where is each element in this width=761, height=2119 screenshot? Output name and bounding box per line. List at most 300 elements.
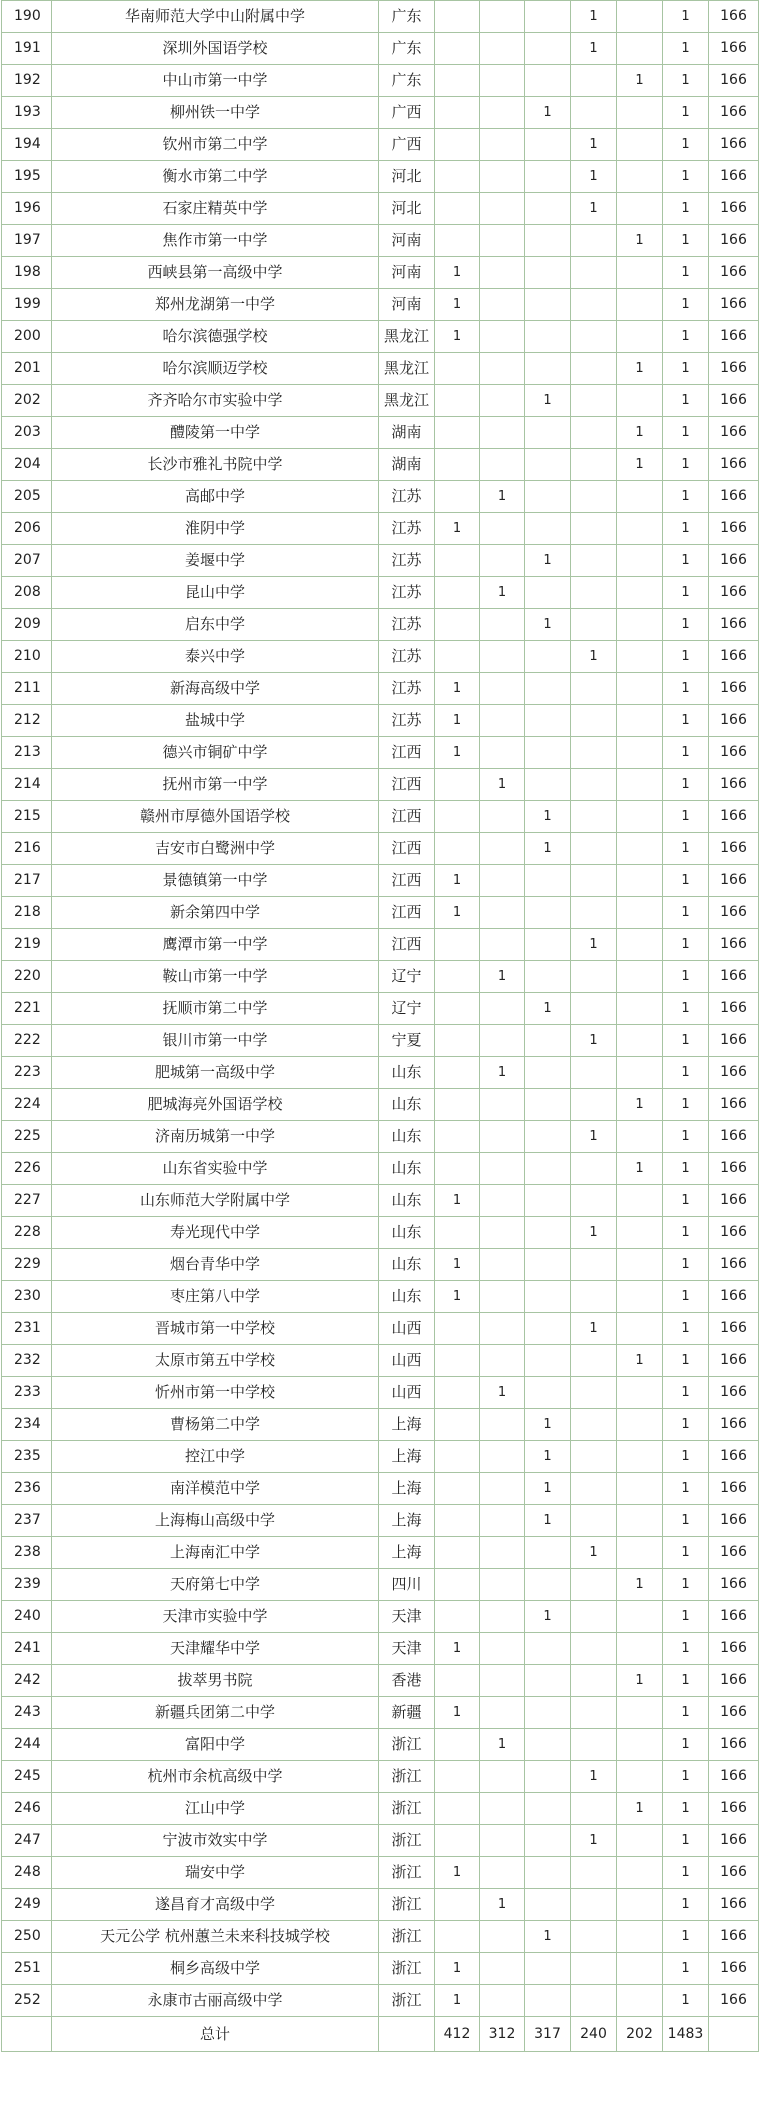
- count-a-cell: [435, 1121, 480, 1153]
- count-c-cell: [525, 1185, 571, 1217]
- count-e-cell: [617, 705, 663, 737]
- count-c-cell: [525, 641, 571, 673]
- school-name-cell: 景德镇第一中学: [52, 865, 379, 897]
- province-cell: 江西: [379, 833, 435, 865]
- count-d-cell: [571, 545, 617, 577]
- count-d-cell: [571, 1601, 617, 1633]
- rank-cell: 202: [2, 385, 52, 417]
- count-c-cell: [525, 1857, 571, 1889]
- province-cell: 江西: [379, 801, 435, 833]
- rank-cell: 233: [2, 1377, 52, 1409]
- count-c-cell: [525, 129, 571, 161]
- province-cell: 山东: [379, 1089, 435, 1121]
- count-a-cell: 1: [435, 1185, 480, 1217]
- table-row: [2, 865, 759, 897]
- count-d-cell: 1: [571, 1217, 617, 1249]
- total-cell: 1: [663, 1793, 709, 1825]
- rank-cell: 210: [2, 641, 52, 673]
- rank-value-cell: 166: [709, 1377, 759, 1409]
- count-b-cell: [480, 417, 525, 449]
- count-e-cell: 1: [617, 449, 663, 481]
- count-a-cell: [435, 225, 480, 257]
- rank-cell: 228: [2, 1217, 52, 1249]
- count-c-cell: [525, 1025, 571, 1057]
- count-a-cell: [435, 545, 480, 577]
- school-name-cell: 哈尔滨德强学校: [52, 321, 379, 353]
- rank-value-cell: 166: [709, 705, 759, 737]
- school-name-cell: 富阳中学: [52, 1729, 379, 1761]
- school-name-cell: 寿光现代中学: [52, 1217, 379, 1249]
- total-cell: 1: [663, 1345, 709, 1377]
- table-row: [2, 353, 759, 385]
- rank-cell: 244: [2, 1729, 52, 1761]
- count-e-cell: [617, 609, 663, 641]
- count-c-cell: [525, 1281, 571, 1313]
- count-a-cell: 1: [435, 1633, 480, 1665]
- count-a-cell: [435, 1057, 480, 1089]
- count-d-cell: 1: [571, 129, 617, 161]
- rank-value-cell: 166: [709, 1153, 759, 1185]
- count-b-cell: [480, 1217, 525, 1249]
- school-name-cell: 哈尔滨顺迈学校: [52, 353, 379, 385]
- rank-cell: 208: [2, 577, 52, 609]
- count-e-cell: [617, 1, 663, 33]
- school-name-cell: 新余第四中学: [52, 897, 379, 929]
- count-b-cell: [480, 1633, 525, 1665]
- total-cell: 1: [663, 865, 709, 897]
- province-cell: 黑龙江: [379, 321, 435, 353]
- rank-value-cell: 166: [709, 289, 759, 321]
- province-cell: 山东: [379, 1249, 435, 1281]
- count-d-cell: [571, 1409, 617, 1441]
- province-cell: 河南: [379, 257, 435, 289]
- count-a-cell: [435, 1345, 480, 1377]
- rank-cell: 207: [2, 545, 52, 577]
- total-cell: 1: [663, 1, 709, 33]
- count-d-cell: 1: [571, 161, 617, 193]
- province-cell: 山东: [379, 1281, 435, 1313]
- school-name-cell: 启东中学: [52, 609, 379, 641]
- count-b-cell: [480, 929, 525, 961]
- table-row: [2, 1249, 759, 1281]
- count-d-cell: [571, 417, 617, 449]
- table-row: [2, 1761, 759, 1793]
- count-b-cell: [480, 97, 525, 129]
- count-b-cell: 1: [480, 1889, 525, 1921]
- total-cell: 1: [663, 1089, 709, 1121]
- count-d-cell: [571, 769, 617, 801]
- count-d-cell: [571, 1953, 617, 1985]
- count-a-cell: [435, 1921, 480, 1953]
- rank-cell: 243: [2, 1697, 52, 1729]
- province-cell: 浙江: [379, 1825, 435, 1857]
- rank-cell: 239: [2, 1569, 52, 1601]
- count-d-cell: 1: [571, 641, 617, 673]
- count-c-cell: [525, 1793, 571, 1825]
- total-cell: 1: [663, 1729, 709, 1761]
- count-e-cell: [617, 673, 663, 705]
- table-row: [2, 1473, 759, 1505]
- count-b-cell: [480, 1569, 525, 1601]
- count-b-cell: [480, 833, 525, 865]
- count-a-cell: 1: [435, 1985, 480, 2017]
- rank-value-cell: 166: [709, 1505, 759, 1537]
- province-cell: 江苏: [379, 673, 435, 705]
- rank-cell: 240: [2, 1601, 52, 1633]
- count-b-cell: [480, 1697, 525, 1729]
- total-cell: 1: [663, 417, 709, 449]
- count-e-cell: [617, 929, 663, 961]
- count-c-cell: [525, 1217, 571, 1249]
- count-d-cell: [571, 289, 617, 321]
- school-name-cell: 淮阴中学: [52, 513, 379, 545]
- rank-cell: 241: [2, 1633, 52, 1665]
- school-name-cell: 桐乡高级中学: [52, 1953, 379, 1985]
- school-name-cell: 杭州市余杭高级中学: [52, 1761, 379, 1793]
- table-row: [2, 193, 759, 225]
- summary-blank-cell: [2, 2017, 52, 2052]
- table-row: [2, 929, 759, 961]
- total-cell: 1: [663, 1665, 709, 1697]
- count-e-cell: [617, 257, 663, 289]
- count-c-cell: [525, 481, 571, 513]
- count-c-cell: [525, 673, 571, 705]
- count-d-cell: 1: [571, 1, 617, 33]
- count-c-cell: 1: [525, 1473, 571, 1505]
- count-c-cell: [525, 65, 571, 97]
- count-b-cell: [480, 673, 525, 705]
- count-c-cell: 1: [525, 1505, 571, 1537]
- count-a-cell: 1: [435, 1281, 480, 1313]
- count-e-cell: [617, 1889, 663, 1921]
- province-cell: 山东: [379, 1217, 435, 1249]
- rank-value-cell: 166: [709, 1249, 759, 1281]
- total-cell: 1: [663, 129, 709, 161]
- count-e-cell: [617, 1377, 663, 1409]
- count-d-cell: 1: [571, 33, 617, 65]
- province-cell: 河南: [379, 225, 435, 257]
- count-b-cell: 1: [480, 769, 525, 801]
- table-row: [2, 1633, 759, 1665]
- rank-value-cell: 166: [709, 321, 759, 353]
- total-cell: 1: [663, 673, 709, 705]
- count-a-cell: [435, 1409, 480, 1441]
- summary-c: 317: [525, 2017, 571, 2052]
- count-b-cell: [480, 1, 525, 33]
- rank-cell: 238: [2, 1537, 52, 1569]
- count-d-cell: [571, 1441, 617, 1473]
- rank-cell: 234: [2, 1409, 52, 1441]
- count-d-cell: [571, 1921, 617, 1953]
- province-cell: 广东: [379, 1, 435, 33]
- count-a-cell: 1: [435, 705, 480, 737]
- total-cell: 1: [663, 545, 709, 577]
- table-row: [2, 1601, 759, 1633]
- count-d-cell: [571, 865, 617, 897]
- count-a-cell: 1: [435, 1857, 480, 1889]
- total-cell: 1: [663, 1537, 709, 1569]
- province-cell: 浙江: [379, 1761, 435, 1793]
- total-cell: 1: [663, 1217, 709, 1249]
- count-e-cell: [617, 1409, 663, 1441]
- count-c-cell: 1: [525, 1601, 571, 1633]
- count-d-cell: 1: [571, 193, 617, 225]
- rank-cell: 206: [2, 513, 52, 545]
- rank-cell: 191: [2, 33, 52, 65]
- count-d-cell: [571, 225, 617, 257]
- count-b-cell: [480, 1409, 525, 1441]
- province-cell: 江西: [379, 865, 435, 897]
- count-a-cell: [435, 1441, 480, 1473]
- province-cell: 山东: [379, 1057, 435, 1089]
- count-a-cell: [435, 1, 480, 33]
- table-row: [2, 1441, 759, 1473]
- count-d-cell: [571, 1473, 617, 1505]
- count-e-cell: [617, 321, 663, 353]
- count-a-cell: [435, 577, 480, 609]
- rank-value-cell: 166: [709, 993, 759, 1025]
- rank-cell: 252: [2, 1985, 52, 2017]
- count-e-cell: [617, 897, 663, 929]
- count-b-cell: [480, 1985, 525, 2017]
- province-cell: 浙江: [379, 1985, 435, 2017]
- rank-value-cell: 166: [709, 1761, 759, 1793]
- count-a-cell: [435, 193, 480, 225]
- school-name-cell: 钦州市第二中学: [52, 129, 379, 161]
- count-b-cell: 1: [480, 481, 525, 513]
- count-e-cell: [617, 289, 663, 321]
- count-d-cell: [571, 705, 617, 737]
- table-row: [2, 1569, 759, 1601]
- total-cell: 1: [663, 1697, 709, 1729]
- count-c-cell: [525, 1953, 571, 1985]
- count-e-cell: 1: [617, 1345, 663, 1377]
- count-a-cell: [435, 1569, 480, 1601]
- rank-cell: 198: [2, 257, 52, 289]
- province-cell: 广西: [379, 129, 435, 161]
- count-b-cell: [480, 161, 525, 193]
- school-name-cell: 郑州龙湖第一中学: [52, 289, 379, 321]
- count-d-cell: [571, 1857, 617, 1889]
- table-row: [2, 1793, 759, 1825]
- school-name-cell: 赣州市厚德外国语学校: [52, 801, 379, 833]
- count-c-cell: [525, 1761, 571, 1793]
- count-d-cell: 1: [571, 1761, 617, 1793]
- count-d-cell: [571, 673, 617, 705]
- count-c-cell: [525, 1985, 571, 2017]
- count-e-cell: [617, 129, 663, 161]
- total-cell: 1: [663, 737, 709, 769]
- school-name-cell: 抚州市第一中学: [52, 769, 379, 801]
- count-a-cell: [435, 1153, 480, 1185]
- total-cell: 1: [663, 1441, 709, 1473]
- province-cell: 广西: [379, 97, 435, 129]
- count-b-cell: [480, 321, 525, 353]
- count-e-cell: [617, 1985, 663, 2017]
- count-c-cell: [525, 321, 571, 353]
- total-cell: 1: [663, 1281, 709, 1313]
- count-a-cell: 1: [435, 289, 480, 321]
- count-c-cell: 1: [525, 545, 571, 577]
- school-name-cell: 石家庄精英中学: [52, 193, 379, 225]
- rank-value-cell: 166: [709, 1313, 759, 1345]
- count-b-cell: [480, 737, 525, 769]
- province-cell: 山西: [379, 1313, 435, 1345]
- rank-value-cell: 166: [709, 1729, 759, 1761]
- table-row: [2, 417, 759, 449]
- rank-cell: 190: [2, 1, 52, 33]
- count-c-cell: 1: [525, 993, 571, 1025]
- rank-cell: 200: [2, 321, 52, 353]
- school-name-cell: 江山中学: [52, 1793, 379, 1825]
- count-d-cell: [571, 1153, 617, 1185]
- province-cell: 山西: [379, 1377, 435, 1409]
- rank-value-cell: 166: [709, 1633, 759, 1665]
- rank-value-cell: 166: [709, 833, 759, 865]
- rank-value-cell: 166: [709, 1857, 759, 1889]
- total-cell: 1: [663, 1057, 709, 1089]
- table-row: [2, 1345, 759, 1377]
- count-e-cell: 1: [617, 1569, 663, 1601]
- summary-a: 412: [435, 2017, 480, 2052]
- school-name-cell: 忻州市第一中学校: [52, 1377, 379, 1409]
- province-cell: 广东: [379, 33, 435, 65]
- count-a-cell: [435, 1729, 480, 1761]
- count-b-cell: 1: [480, 961, 525, 993]
- count-d-cell: [571, 1057, 617, 1089]
- rank-value-cell: 166: [709, 65, 759, 97]
- count-d-cell: [571, 1377, 617, 1409]
- count-e-cell: [617, 513, 663, 545]
- count-b-cell: [480, 1185, 525, 1217]
- count-b-cell: [480, 1601, 525, 1633]
- count-d-cell: [571, 1793, 617, 1825]
- table-row: [2, 641, 759, 673]
- count-b-cell: [480, 289, 525, 321]
- rank-value-cell: 166: [709, 1, 759, 33]
- table-row: [2, 833, 759, 865]
- table-row: [2, 1025, 759, 1057]
- total-cell: 1: [663, 1985, 709, 2017]
- province-cell: 山东: [379, 1121, 435, 1153]
- count-c-cell: [525, 193, 571, 225]
- school-name-cell: 泰兴中学: [52, 641, 379, 673]
- count-c-cell: [525, 353, 571, 385]
- school-name-cell: 中山市第一中学: [52, 65, 379, 97]
- total-cell: 1: [663, 641, 709, 673]
- count-c-cell: [525, 1057, 571, 1089]
- rank-value-cell: 166: [709, 97, 759, 129]
- count-c-cell: [525, 1, 571, 33]
- count-c-cell: 1: [525, 385, 571, 417]
- school-name-cell: 银川市第一中学: [52, 1025, 379, 1057]
- school-name-cell: 西峡县第一高级中学: [52, 257, 379, 289]
- rank-cell: 194: [2, 129, 52, 161]
- province-cell: 江西: [379, 769, 435, 801]
- rank-value-cell: 166: [709, 1569, 759, 1601]
- count-c-cell: [525, 417, 571, 449]
- rank-value-cell: 166: [709, 449, 759, 481]
- province-cell: 江苏: [379, 705, 435, 737]
- rank-cell: 250: [2, 1921, 52, 1953]
- count-d-cell: [571, 513, 617, 545]
- school-name-cell: 烟台青华中学: [52, 1249, 379, 1281]
- count-e-cell: 1: [617, 1089, 663, 1121]
- rank-value-cell: 166: [709, 577, 759, 609]
- total-cell: 1: [663, 385, 709, 417]
- table-row: [2, 1985, 759, 2017]
- table-row: [2, 1409, 759, 1441]
- rank-value-cell: 166: [709, 1217, 759, 1249]
- rank-cell: 197: [2, 225, 52, 257]
- table-row: [2, 993, 759, 1025]
- province-cell: 广东: [379, 65, 435, 97]
- total-cell: 1: [663, 1249, 709, 1281]
- count-a-cell: [435, 65, 480, 97]
- rank-cell: 248: [2, 1857, 52, 1889]
- count-e-cell: [617, 641, 663, 673]
- count-d-cell: [571, 257, 617, 289]
- total-cell: 1: [663, 1409, 709, 1441]
- count-d-cell: [571, 1985, 617, 2017]
- summary-e: 202: [617, 2017, 663, 2052]
- province-cell: 江西: [379, 897, 435, 929]
- province-cell: 江西: [379, 929, 435, 961]
- count-d-cell: [571, 1729, 617, 1761]
- table-row: [2, 513, 759, 545]
- count-e-cell: [617, 1313, 663, 1345]
- count-a-cell: [435, 1825, 480, 1857]
- province-cell: 天津: [379, 1601, 435, 1633]
- count-b-cell: [480, 993, 525, 1025]
- province-cell: 江苏: [379, 577, 435, 609]
- count-a-cell: [435, 1025, 480, 1057]
- count-e-cell: [617, 1633, 663, 1665]
- count-b-cell: [480, 1153, 525, 1185]
- school-name-cell: 宁波市效实中学: [52, 1825, 379, 1857]
- total-cell: 1: [663, 353, 709, 385]
- count-b-cell: [480, 1537, 525, 1569]
- table-row: [2, 801, 759, 833]
- count-e-cell: [617, 1921, 663, 1953]
- province-cell: 浙江: [379, 1889, 435, 1921]
- count-d-cell: 1: [571, 1537, 617, 1569]
- count-a-cell: [435, 801, 480, 833]
- rank-value-cell: 166: [709, 417, 759, 449]
- rank-value-cell: 166: [709, 1537, 759, 1569]
- summary-label: 总计: [52, 2017, 379, 2052]
- rank-value-cell: 166: [709, 1825, 759, 1857]
- count-a-cell: [435, 449, 480, 481]
- rank-cell: 236: [2, 1473, 52, 1505]
- school-name-cell: 上海南汇中学: [52, 1537, 379, 1569]
- province-cell: 河北: [379, 193, 435, 225]
- total-cell: 1: [663, 1761, 709, 1793]
- province-cell: 江苏: [379, 641, 435, 673]
- count-e-cell: [617, 1825, 663, 1857]
- count-c-cell: [525, 705, 571, 737]
- table-row: [2, 321, 759, 353]
- count-c-cell: 1: [525, 97, 571, 129]
- count-e-cell: [617, 1505, 663, 1537]
- count-c-cell: [525, 1729, 571, 1761]
- count-a-cell: [435, 1601, 480, 1633]
- total-cell: 1: [663, 705, 709, 737]
- rank-cell: 199: [2, 289, 52, 321]
- total-cell: 1: [663, 1601, 709, 1633]
- province-cell: 山西: [379, 1345, 435, 1377]
- count-d-cell: 1: [571, 929, 617, 961]
